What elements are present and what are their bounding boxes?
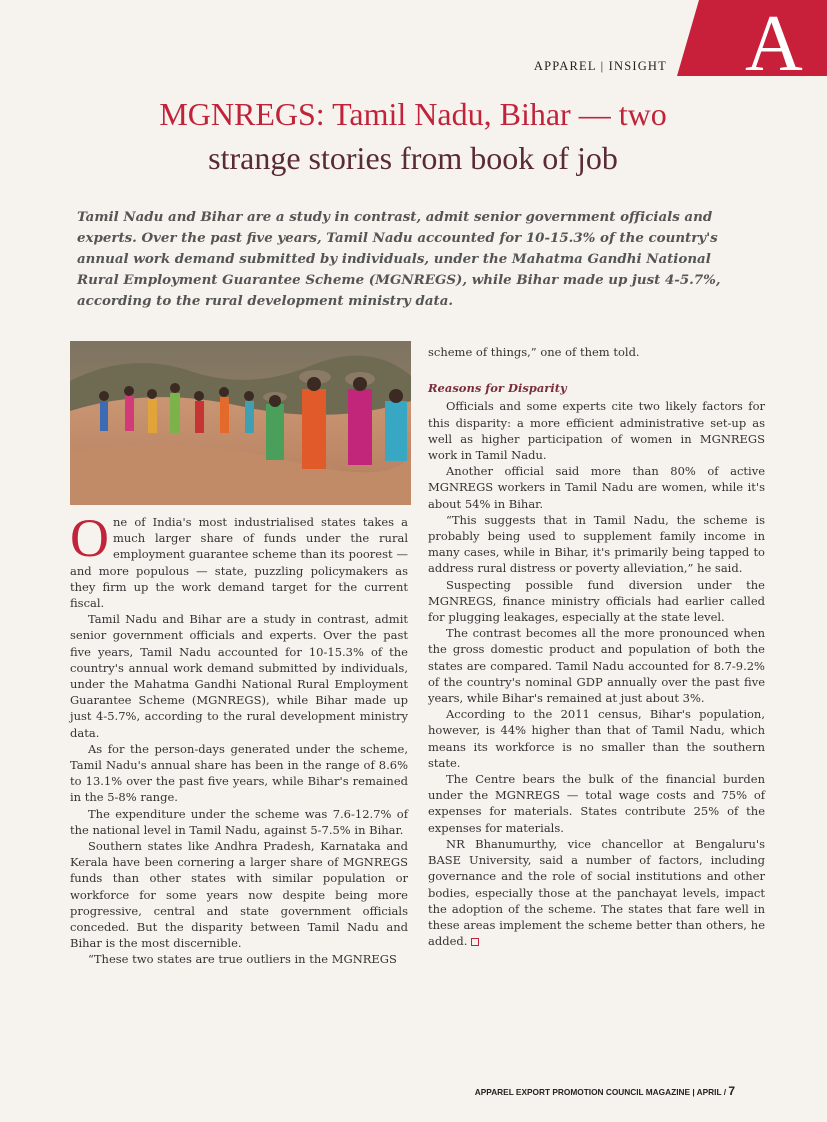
workers-photo-illustration <box>70 341 411 505</box>
footer-text: APPAREL EXPORT PROMOTION COUNCIL MAGAZINE | APRIL / <box>474 1087 726 1097</box>
article-paragraph-5: Southern states like Andhra Pradesh, Karnataka and Kerala have been cornering a larger share of MGNREGS funds than other states with similar population or workforce for some years now despite being more progressive, central and state government officials conceded. But the disparity between Tamil Nadu and Bihar is the most discernible. <box>70 839 408 951</box>
headline <box>60 92 766 180</box>
article-column-right <box>428 344 765 949</box>
article-paragraph-r2: Another official said more than 80% of active MGNREGS workers in Tamil Nadu are women, while it's about 54% in Bihar. <box>428 464 765 511</box>
headline-line-2: strange stories from book of job <box>208 140 618 176</box>
headline-line-1: MGNREGS: Tamil Nadu, Bihar — two <box>159 96 667 132</box>
page-number: 7 <box>728 1084 735 1098</box>
end-mark-icon <box>471 938 479 946</box>
page-footer <box>475 1084 735 1098</box>
article-paragraph-r5: The contrast becomes all the more pronounced when the gross domestic product and population of both the states are compared. Tamil Nadu accounted for 8.7-9.2% of the country's nominal GDP annually over the past five years, while Bihar's remained at just about 3%. <box>428 626 765 706</box>
article-paragraph-r7: The Centre bears the bulk of the financial burden under the MGNREGS — total wage costs and 75% of expenses for materials. States contribute 25% of the expenses for materials. <box>428 772 765 835</box>
article-paragraph-3: As for the person-days generated under the scheme, Tamil Nadu's annual share has been in the range of 8.6% to 13.1% over the past five years, while Bihar's remained in the 5-8% range. <box>70 741 408 805</box>
article-photo <box>70 341 411 505</box>
article-paragraph-1 <box>70 508 408 611</box>
article-paragraph-4: The expenditure under the scheme was 7.6-12.7% of the national level in Tamil Nadu, against 5-7.5% in Bihar. <box>70 806 408 837</box>
article-paragraph-2: Tamil Nadu and Bihar are a study in contrast, admit senior government officials and experts. Over the past five years, Tamil Nadu accounted for 10-15.3% of the country's annual work demand submitted by individuals, under the Mahatma Gandhi National Rural Employment Guarantee Scheme (MGNREGS), while Bihar made up just 4-5.7%, according to the rural development ministry data. <box>70 612 408 740</box>
standfirst: Tamil Nadu and Bihar are a study in contrast, admit senior government officials and experts. Over the past five years, Tamil Nadu accounted for 10-15.3% of the country's annual work demand submitted by individuals, under the Mahatma Gandhi National Rural Employment Guarantee Scheme (MGNREGS), while Bihar made up just 4-5.7%, according to the rural development ministry data. <box>77 209 721 309</box>
subheading: Reasons for Disparity <box>428 381 567 396</box>
article-paragraph-r1: Officials and some experts cite two likely factors for this disparity: a more efficient administrative set-up as well as higher participation of women in MGNREGS work in Tamil Nadu. <box>428 399 765 463</box>
article-paragraph-6: “These two states are true outliers in the MGNREGS <box>88 952 397 967</box>
article-paragraph-r4: Suspecting possible fund diversion under the MGNREGS, finance ministry officials had earlier called for plugging leakages, especially at the state level. <box>428 577 765 625</box>
drop-cap: O <box>70 508 109 568</box>
article-continuation: scheme of things,” one of them told. <box>428 345 640 359</box>
article-paragraph-r8 <box>428 836 765 949</box>
article-paragraph-r3: “This suggests that in Tamil Nadu, the scheme is probably being used to supplement family income in many cases, while in Bihar, it's primarily being tapped to address rural distress or poverty alleviation,” he said. <box>428 512 765 576</box>
section-label: APPAREL | INSIGHT <box>533 59 667 73</box>
article-column-left <box>70 508 408 968</box>
paragraph-1-text: ne of India's most industrialised states takes a much larger share of funds under the rural employment guarantee scheme than its poorest — and more populous — state, puzzling policymakers as they firm up the work demand target for the current fiscal. <box>70 515 408 611</box>
logo-letter: A <box>745 0 803 76</box>
paragraph-r8-text: NR Bhanumurthy, vice chancellor at Bengaluru's BASE University, said a number of factors, including governance and the role of social institutions and other bodies, especially those at the panchayat levels, impact the adoption of the scheme. The states that fare well in these areas implement the scheme better than others, he added. <box>428 836 765 949</box>
magazine-logo <box>677 0 827 76</box>
article-paragraph-r6: According to the 2011 census, Bihar's population, however, is 44% higher than that of Tamil Nadu, which means its workforce is no smaller than the southern state. <box>428 707 765 770</box>
